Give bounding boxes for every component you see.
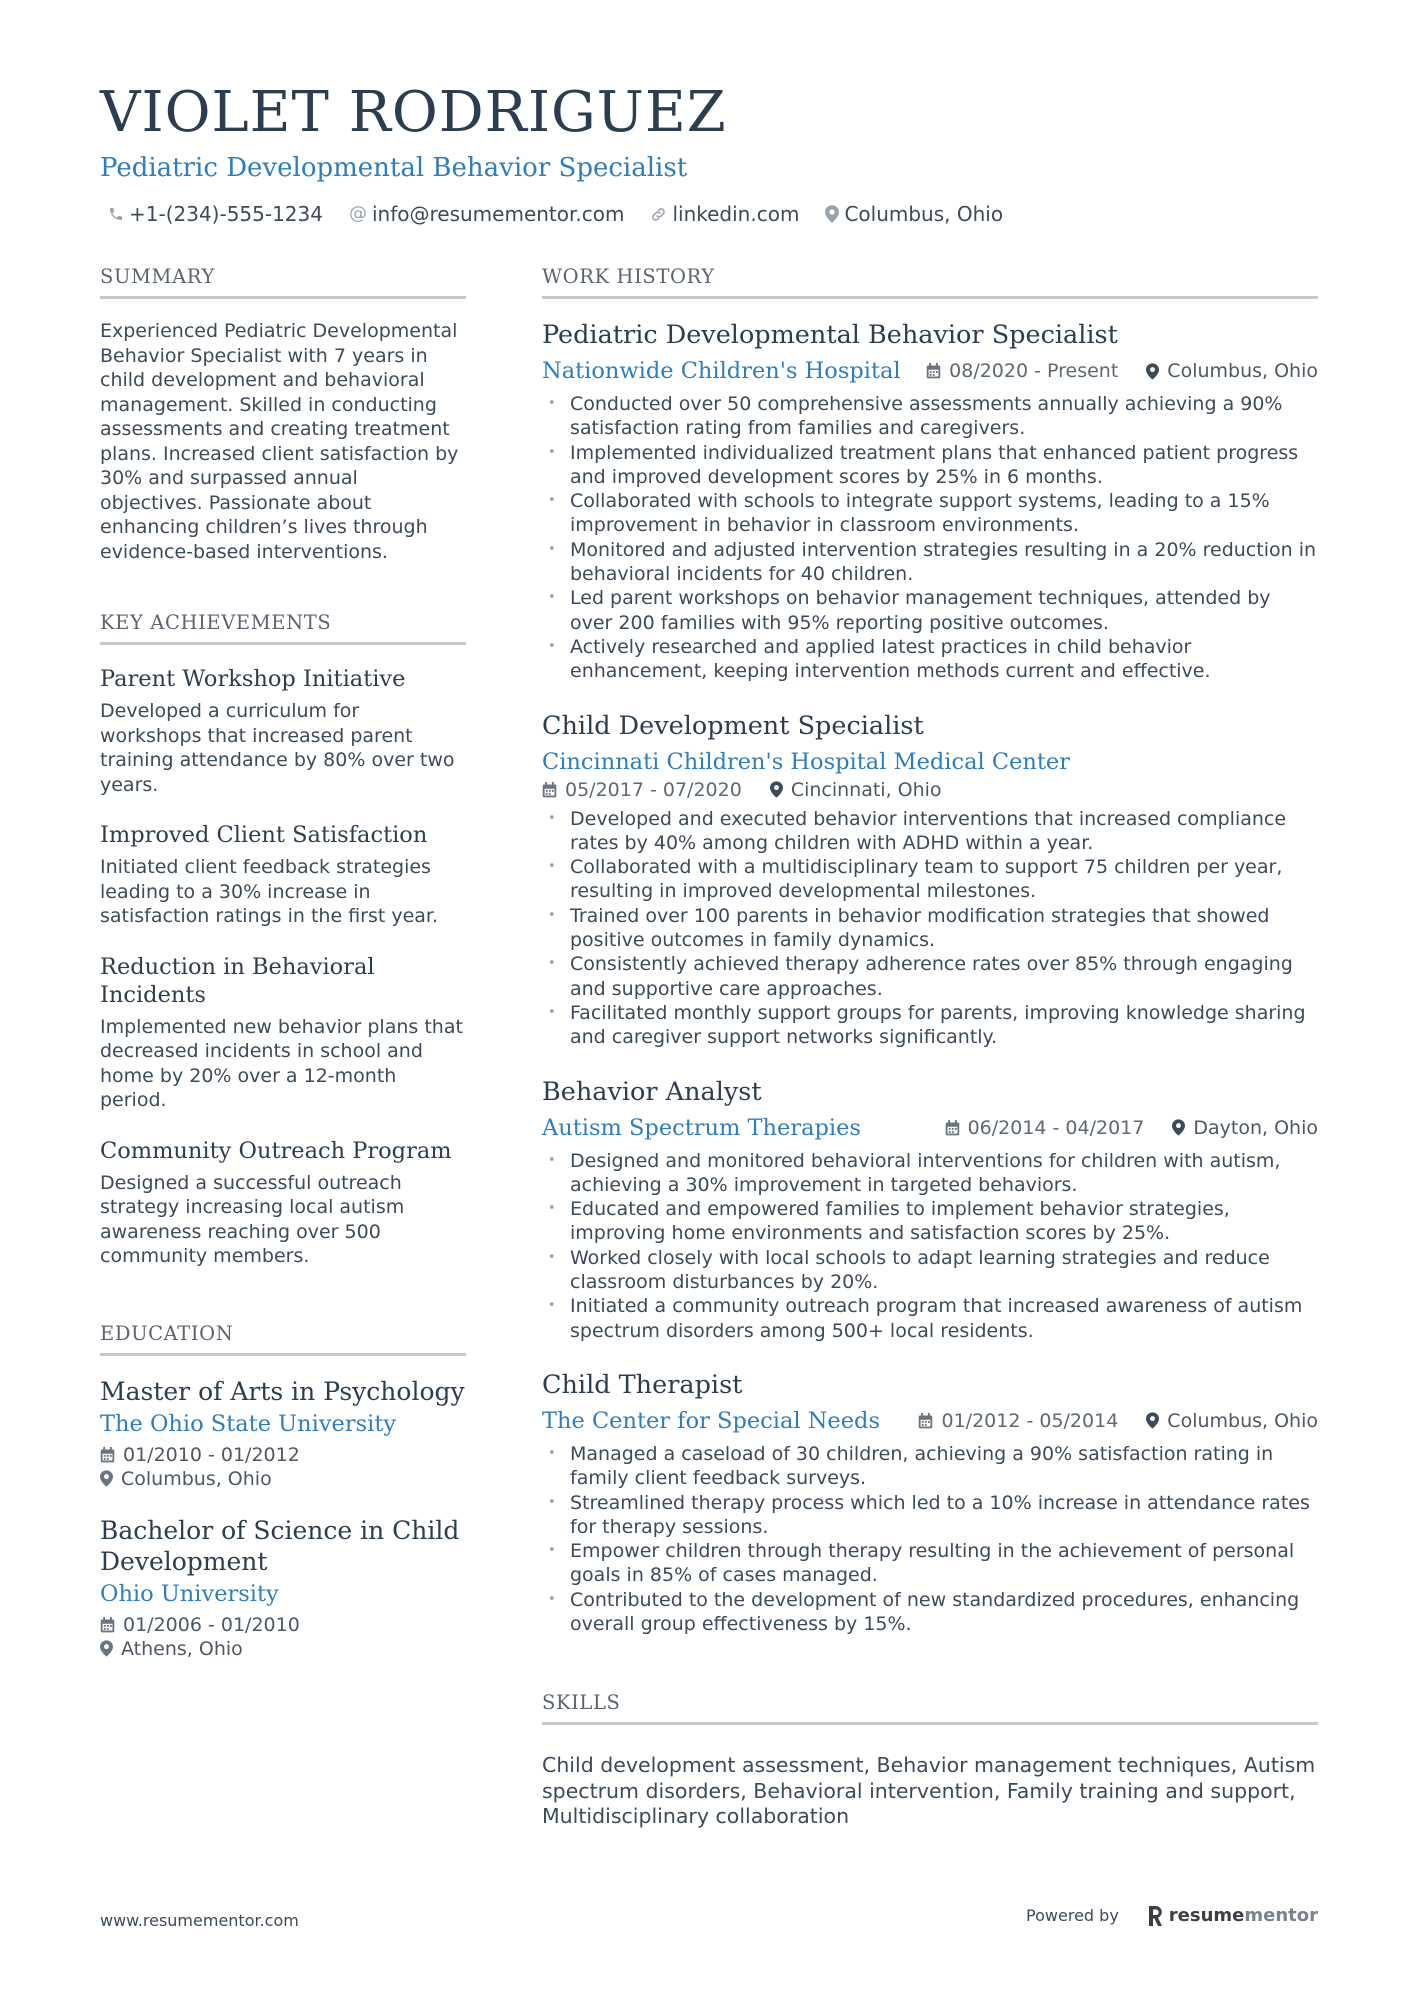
education-heading: EDUCATION	[100, 1321, 466, 1356]
calendar-icon	[918, 1413, 933, 1429]
dates-text: 01/2012 - 05/2014	[941, 1409, 1119, 1432]
job-company: Autism Spectrum Therapies	[542, 1114, 861, 1141]
education-location	[100, 1637, 466, 1661]
job-meta	[945, 1117, 1318, 1139]
location-text: Cincinnati, Ohio	[790, 778, 942, 801]
footer-website[interactable]: www.resumementor.com	[100, 1911, 299, 1930]
education-item	[100, 1376, 466, 1491]
location-text: Columbus, Ohio	[121, 1467, 272, 1490]
job-title: Child Therapist	[542, 1369, 743, 1400]
job-row	[542, 356, 1318, 386]
job-location	[1146, 360, 1318, 382]
bullet-item: • Streamlined therapy process which led to a 10% increase in attendance rates for therapy sessions.	[542, 1491, 1318, 1540]
brand-text-b: mentor	[1244, 1905, 1318, 1926]
achievement-desc: Initiated client feedback strategies leading to a 30% increase in satisfaction ratings in the first year.	[100, 856, 439, 927]
location-text: Columbus, Ohio	[1167, 1409, 1318, 1432]
job-row	[542, 1113, 1318, 1143]
brand-logo[interactable]	[1147, 1905, 1318, 1926]
job-title: Pediatric Developmental Behavior Specialist	[542, 320, 1118, 350]
location-pin-icon	[100, 1470, 113, 1487]
calendar-icon	[100, 1617, 115, 1633]
job-bullets	[542, 1442, 1318, 1636]
summary-text: Experienced Pediatric Developmental Behavior Specialist with 7 years in child development and behavioral management. Skilled in conducting assessments and creating treatment plans. Increased client satisfaction by 30% and surpassed annual objectives. Passionate about enhancing children’s lives through evidence-based interventions.	[100, 320, 459, 563]
location-text: Dayton, Ohio	[1193, 1116, 1318, 1139]
job-row	[542, 747, 1318, 777]
job-meta	[542, 779, 942, 801]
bullet-item: • Collaborated with schools to integrate support systems, leading to a 15% improvement in behavior in classroom environments.	[542, 489, 1318, 538]
location-pin-icon	[770, 781, 783, 798]
linkedin-text: linkedin.com	[672, 202, 800, 226]
brand-text-a: resume	[1168, 1905, 1245, 1926]
left-column	[100, 264, 466, 1701]
achievement-item	[100, 953, 466, 1113]
summary-section	[100, 264, 466, 564]
achievement-title: Community Outreach Program	[100, 1137, 452, 1164]
bullet-item: • Led parent workshops on behavior management techniques, attended by over 200 families with 95% reporting positive outcomes.	[542, 586, 1318, 635]
location-text: Athens, Ohio	[121, 1637, 243, 1660]
work-history-heading: WORK HISTORY	[542, 264, 1318, 299]
link-icon	[650, 206, 667, 223]
job-meta-row	[542, 779, 1318, 801]
job-entry	[542, 1369, 1318, 1636]
work-history-section	[542, 264, 1318, 1636]
right-column	[542, 264, 1318, 1870]
contact-linkedin[interactable]	[650, 200, 799, 228]
bullet-item: • Trained over 100 parents in behavior modification strategies that showed positive outcomes in family dynamics.	[542, 904, 1318, 953]
location-pin-icon	[825, 205, 839, 223]
resumementor-logo-icon	[1147, 1906, 1163, 1926]
job-company: The Center for Special Needs	[542, 1407, 880, 1434]
resume-header	[100, 80, 1320, 228]
dates-text: 05/2017 - 07/2020	[565, 778, 742, 801]
bullet-item: • Consistently achieved therapy adherence rates over 85% through engaging and supportive care approaches.	[542, 952, 1318, 1001]
summary-heading: SUMMARY	[100, 264, 466, 299]
contact-email[interactable]	[349, 200, 624, 228]
education-dates	[100, 1613, 466, 1637]
dates-text: 06/2014 - 04/2017	[967, 1116, 1145, 1139]
contact-bar	[100, 200, 1320, 228]
achievement-desc: Developed a curriculum for workshops that increased parent training attendance by 80% over two years.	[100, 700, 455, 796]
calendar-icon	[945, 1120, 960, 1136]
location-text: Columbus, Ohio	[844, 202, 1004, 226]
job-location	[1172, 1117, 1318, 1139]
bullet-item: • Initiated a community outreach program that increased awareness of autism spectrum disorders among 500+ local residents.	[542, 1294, 1318, 1343]
candidate-name: VIOLET RODRIGUEZ	[100, 80, 727, 145]
skills-text: Child development assessment, Behavior management techniques, Autism spectrum disorders, Behavioral intervention, Family training and support, Multidisciplinary collaboration	[542, 1753, 1316, 1829]
education-item	[100, 1515, 466, 1661]
bullet-item: • Conducted over 50 comprehensive assessments annually achieving a 90% satisfaction rating from families and caregivers.	[542, 392, 1318, 441]
job-location	[1146, 1410, 1318, 1432]
achievements-heading: KEY ACHIEVEMENTS	[100, 610, 466, 645]
job-company: Cincinnati Children's Hospital Medical Center	[542, 748, 1071, 775]
job-title: Behavior Analyst	[542, 1076, 762, 1107]
achievement-desc: Implemented new behavior plans that decreased incidents in school and home by 20% over a 12-month period.	[100, 1015, 463, 1111]
jobs-list	[542, 319, 1318, 1636]
calendar-icon	[100, 1447, 115, 1463]
job-entry	[542, 710, 1318, 1050]
achievement-title: Parent Workshop Initiative	[100, 666, 406, 692]
job-bullets	[542, 807, 1318, 1050]
job-entry	[542, 319, 1318, 684]
job-meta	[926, 360, 1318, 382]
bullet-item: • Designed and monitored behavioral interventions for children with autism, achieving a 30% improvement in targeted behaviors.	[542, 1149, 1318, 1198]
achievement-item	[100, 665, 466, 797]
education-location	[100, 1467, 466, 1491]
achievement-title: Improved Client Satisfaction	[100, 822, 428, 848]
calendar-icon	[542, 782, 557, 798]
education-section	[100, 1321, 466, 1661]
location-text: Columbus, Ohio	[1167, 360, 1318, 382]
education-school: Ohio University	[100, 1580, 279, 1607]
bullet-item: • Contributed to the development of new standardized procedures, enhancing overall group effectiveness by 15%.	[542, 1588, 1318, 1637]
at-icon: @	[348, 203, 367, 224]
achievement-desc: Designed a successful outreach strategy increasing local autism awareness reaching over 500 community members.	[100, 1171, 405, 1267]
job-dates	[918, 1410, 1118, 1432]
achievements-section	[100, 610, 466, 1269]
job-meta	[918, 1410, 1318, 1432]
email-text: info@resumementor.com	[371, 202, 625, 226]
skills-heading: SKILLS	[542, 1690, 1318, 1725]
bullet-item: • Worked closely with local schools to adapt learning strategies and reduce classroom disturbances by 20%.	[542, 1246, 1318, 1295]
achievements-list	[100, 665, 466, 1269]
bullet-item: • Developed and executed behavior interventions that increased compliance rates by 40% among children with ADHD within a year.	[542, 807, 1318, 856]
job-entry	[542, 1076, 1318, 1343]
achievement-title: Reduction in Behavioral Incidents	[100, 953, 375, 1008]
achievement-item	[100, 1137, 466, 1269]
job-company: Nationwide Children's Hospital	[542, 358, 901, 384]
bullet-item: • Collaborated with a multidisciplinary team to support 75 children per year, resulting in improved developmental milestones.	[542, 855, 1318, 904]
education-degree: Bachelor of Science in Child Development	[100, 1515, 460, 1576]
phone-icon	[108, 206, 124, 222]
education-list	[100, 1376, 466, 1661]
education-school: The Ohio State University	[100, 1410, 397, 1437]
job-bullets	[542, 392, 1318, 684]
bullet-item: • Facilitated monthly support groups for parents, improving knowledge sharing and caregiver support networks significantly.	[542, 1001, 1318, 1050]
bullet-item: • Monitored and adjusted intervention strategies resulting in a 20% reduction in behavioral incidents for 40 children.	[542, 538, 1318, 587]
phone-text: +1-(234)-555-1234	[129, 202, 323, 226]
skills-section	[542, 1690, 1318, 1830]
contact-phone[interactable]	[108, 200, 323, 228]
bullet-item: • Managed a caseload of 30 children, achieving a 90% satisfaction rating in family client feedback surveys.	[542, 1442, 1318, 1491]
achievement-item	[100, 821, 466, 929]
job-row	[542, 1406, 1318, 1436]
job-dates	[926, 360, 1118, 382]
location-pin-icon	[100, 1640, 113, 1657]
job-title: Child Development Specialist	[542, 710, 924, 741]
footer-branding	[1026, 1905, 1318, 1926]
bullet-item: • Empower children through therapy resulting in the achievement of personal goals in 85% of cases managed.	[542, 1539, 1318, 1588]
education-degree: Master of Arts in Psychology	[100, 1376, 465, 1406]
dates-text: 01/2006 - 01/2010	[123, 1613, 300, 1636]
bullet-item: • Actively researched and applied latest practices in child behavior enhancement, keeping intervention methods current and effective.	[542, 635, 1318, 684]
location-pin-icon	[1146, 1412, 1159, 1429]
candidate-title: Pediatric Developmental Behavior Specialist	[100, 153, 688, 183]
job-dates	[945, 1117, 1145, 1139]
dates-text: 08/2020 - Present	[949, 360, 1119, 382]
powered-by-label: Powered by	[1026, 1906, 1119, 1925]
job-bullets	[542, 1149, 1318, 1343]
location-pin-icon	[1146, 363, 1159, 380]
calendar-icon	[926, 363, 941, 379]
education-dates	[100, 1443, 466, 1467]
job-location	[770, 779, 942, 801]
job-dates	[542, 779, 742, 801]
location-pin-icon	[1172, 1119, 1185, 1136]
dates-text: 01/2010 - 01/2012	[123, 1443, 300, 1466]
bullet-item: • Implemented individualized treatment plans that enhanced patient progress and improved development scores by 25% in 6 months.	[542, 441, 1318, 490]
contact-location	[825, 200, 1003, 228]
bullet-item: • Educated and empowered families to implement behavior strategies, improving home environments and satisfaction scores by 25%.	[542, 1197, 1318, 1246]
